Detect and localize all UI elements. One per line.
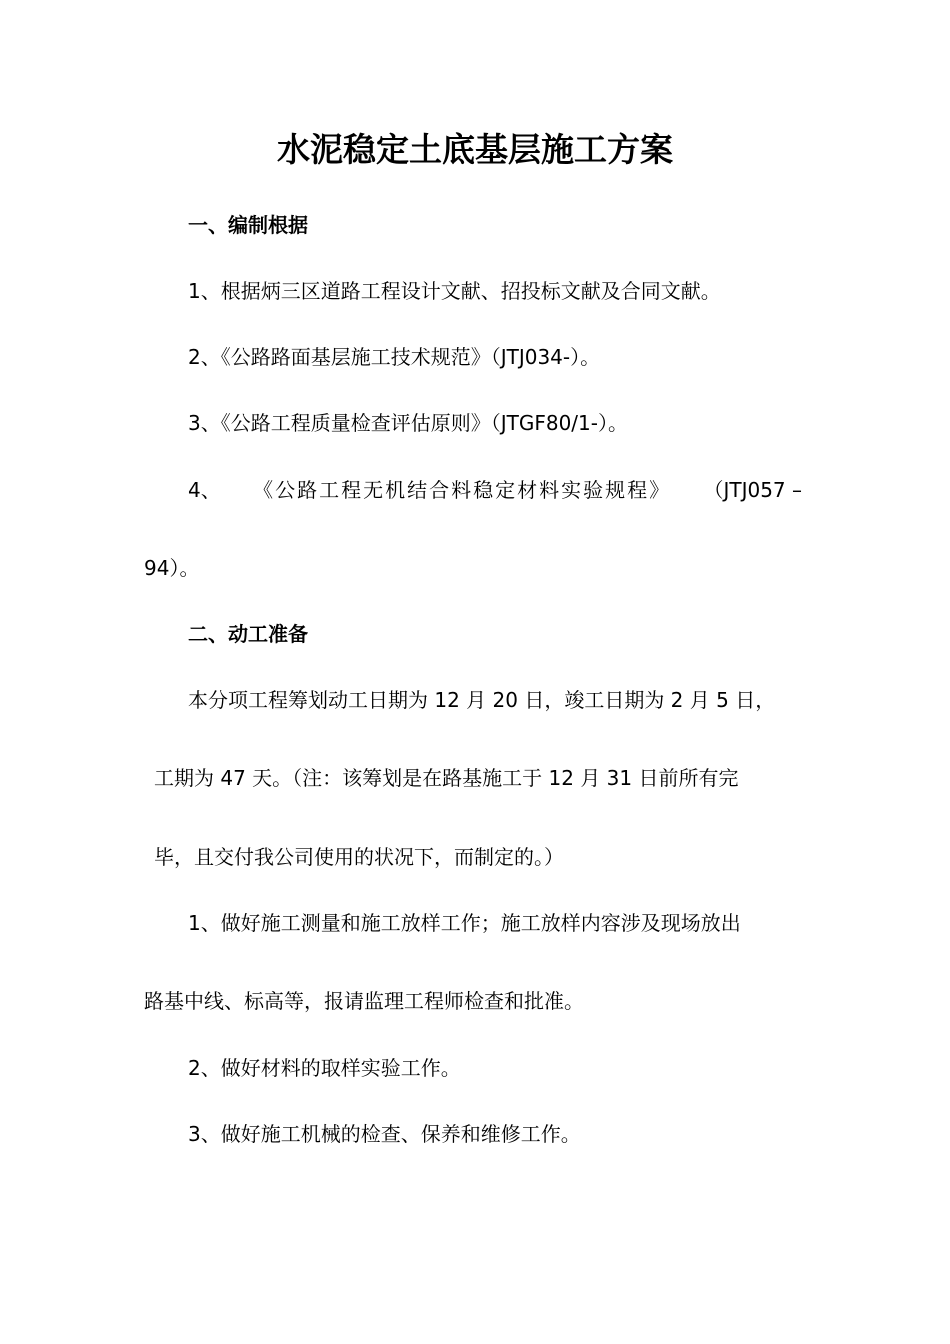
- preparation-item-2: 2、做好材料的取样实验工作。: [188, 1056, 461, 1080]
- basis-item-4-title: 《公路工程无机结合料稳定材料实验规程》: [253, 478, 672, 502]
- basis-item-4-prefix: 4、: [188, 478, 221, 502]
- basis-item-4-continued: 94）。: [144, 556, 200, 580]
- basis-item-4-code: （JTJ057 –: [703, 478, 802, 502]
- basis-item-1: 1、根据炳三区道路工程设计文献、招投标文献及合同文献。: [188, 279, 721, 303]
- basis-item-3: 3、《公路工程质量检查评估原则》（JTGF80/1-）。: [188, 411, 628, 435]
- section-heading-preparation: 二、动工准备: [188, 622, 308, 646]
- preparation-intro-line-3: 毕，且交付我公司使用的状况下，而制定的。）: [154, 845, 564, 869]
- preparation-item-1-line-1: 1、做好施工测量和施工放样工作；施工放样内容涉及现场放出: [188, 911, 741, 935]
- preparation-intro-line-1: 本分项工程筹划动工日期为 12 月 20 日，竣工日期为 2 月 5 日，: [188, 688, 776, 712]
- section-heading-basis: 一、编制根据: [188, 213, 308, 237]
- preparation-intro-line-2: 工期为 47 天。（注：该筹划是在路基施工于 12 月 31 日前所有完: [154, 766, 739, 790]
- document-title: 水泥稳定土底基层施工方案: [277, 130, 673, 169]
- preparation-item-1-line-2: 路基中线、标高等，报请监理工程师检查和批准。: [144, 989, 584, 1013]
- basis-item-4: [188, 476, 802, 504]
- basis-item-2: 2、《公路路面基层施工技术规范》（JTJ034-）。: [188, 345, 601, 369]
- preparation-item-3: 3、做好施工机械的检查、保养和维修工作。: [188, 1122, 581, 1146]
